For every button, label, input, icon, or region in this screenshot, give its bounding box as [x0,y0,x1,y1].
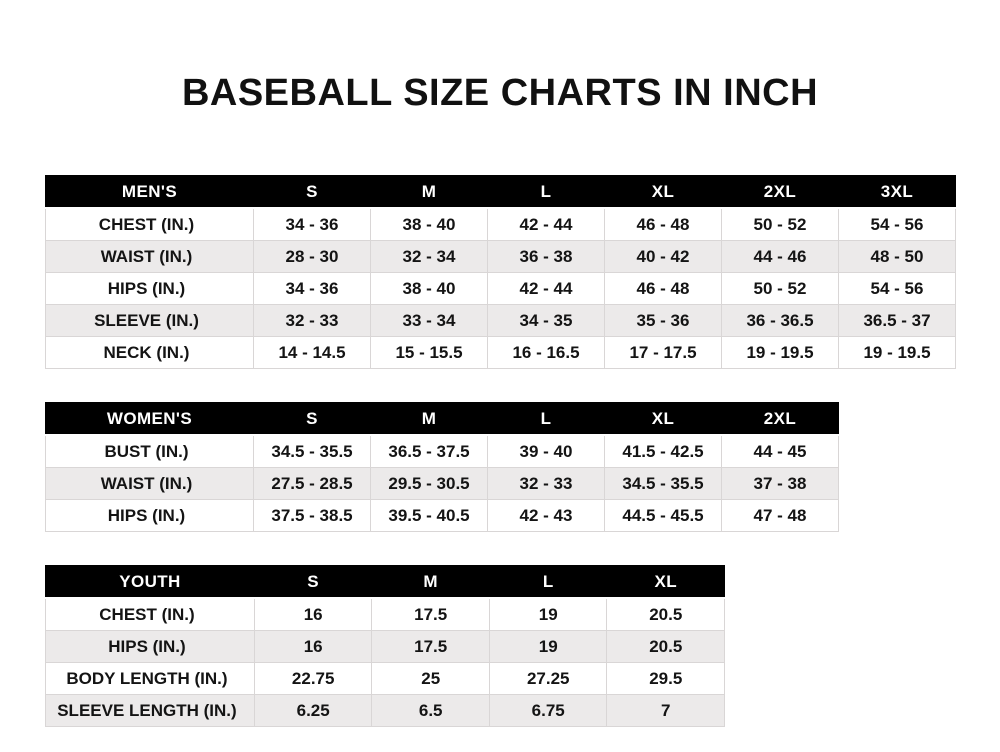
table-cell: 39.5 - 40.5 [371,500,488,532]
table-cell: 16 [254,598,372,631]
row-label: SLEEVE LENGTH (IN.) [46,695,255,727]
table-cell: 7 [607,695,725,727]
table-row [46,631,725,663]
table-row [46,337,956,369]
row-label: SLEEVE (IN.) [46,305,254,337]
table-cell: 6.5 [372,695,490,727]
table-cell: 47 - 48 [722,500,839,532]
table-cell: 17.5 [372,598,490,631]
column-header: 2XL [722,403,839,436]
tables-container [0,175,1000,727]
table-cell: 19 - 19.5 [722,337,839,369]
table-cell: 39 - 40 [488,435,605,468]
table-cell: 44.5 - 45.5 [605,500,722,532]
table-cell: 46 - 48 [605,273,722,305]
table-cell: 34 - 36 [254,208,371,241]
table-cell: 34 - 35 [488,305,605,337]
column-header: M [371,403,488,436]
table-row [46,663,725,695]
table-cell: 36 - 36.5 [722,305,839,337]
table-row [46,208,956,241]
table-cell: 34.5 - 35.5 [254,435,371,468]
table-cell: 38 - 40 [371,208,488,241]
column-header: S [254,176,371,209]
column-header: M [372,566,490,599]
row-label: HIPS (IN.) [46,631,255,663]
row-label: WAIST (IN.) [46,241,254,273]
column-header: XL [605,403,722,436]
table-cell: 32 - 33 [254,305,371,337]
table-cell: 28 - 30 [254,241,371,273]
table-cell: 27.5 - 28.5 [254,468,371,500]
table-cell: 19 [489,598,607,631]
mens-size-table [45,175,956,369]
table-cell: 36 - 38 [488,241,605,273]
page-title: BASEBALL SIZE CHARTS IN INCH [181,72,819,114]
table-cell: 27.25 [489,663,607,695]
table-cell: 29.5 [607,663,725,695]
column-header: M [371,176,488,209]
column-header: XL [607,566,725,599]
column-header: XL [605,176,722,209]
table-cell: 44 - 46 [722,241,839,273]
column-header: S [254,566,372,599]
column-header: 2XL [722,176,839,209]
table-cell: 16 - 16.5 [488,337,605,369]
table-row [46,468,839,500]
row-label: BODY LENGTH (IN.) [46,663,255,695]
column-header: WOMEN'S [46,403,254,436]
table-cell: 40 - 42 [605,241,722,273]
table-cell: 46 - 48 [605,208,722,241]
table-row [46,435,839,468]
table-cell: 6.25 [254,695,372,727]
table-cell: 29.5 - 30.5 [371,468,488,500]
table-cell: 19 - 19.5 [839,337,956,369]
table-cell: 41.5 - 42.5 [605,435,722,468]
row-label: NECK (IN.) [46,337,254,369]
table-cell: 35 - 36 [605,305,722,337]
table-cell: 48 - 50 [839,241,956,273]
table-cell: 34.5 - 35.5 [605,468,722,500]
table-cell: 37 - 38 [722,468,839,500]
column-header: L [488,403,605,436]
table-cell: 54 - 56 [839,208,956,241]
table-cell: 50 - 52 [722,208,839,241]
row-label: WAIST (IN.) [46,468,254,500]
row-label: HIPS (IN.) [46,273,254,305]
table-row [46,695,725,727]
table-cell: 34 - 36 [254,273,371,305]
row-label: BUST (IN.) [46,435,254,468]
column-header: YOUTH [46,566,255,599]
table-cell: 42 - 44 [488,273,605,305]
table-cell: 37.5 - 38.5 [254,500,371,532]
table-cell: 20.5 [607,598,725,631]
table-row [46,500,839,532]
table-cell: 50 - 52 [722,273,839,305]
table-header-row [46,176,956,209]
column-header: 3XL [839,176,956,209]
column-header: L [489,566,607,599]
table-cell: 54 - 56 [839,273,956,305]
table-cell: 42 - 44 [488,208,605,241]
row-label: HIPS (IN.) [46,500,254,532]
table-row [46,305,956,337]
table-row [46,598,725,631]
table-cell: 33 - 34 [371,305,488,337]
table-cell: 20.5 [607,631,725,663]
table-cell: 38 - 40 [371,273,488,305]
table-cell: 42 - 43 [488,500,605,532]
table-cell: 32 - 34 [371,241,488,273]
row-label: CHEST (IN.) [46,598,255,631]
table-cell: 36.5 - 37.5 [371,435,488,468]
table-header-row [46,403,839,436]
youth-size-table [45,565,725,727]
table-row [46,273,956,305]
table-cell: 16 [254,631,372,663]
table-cell: 44 - 45 [722,435,839,468]
table-cell: 15 - 15.5 [371,337,488,369]
table-cell: 17.5 [372,631,490,663]
table-cell: 19 [489,631,607,663]
table-cell: 32 - 33 [488,468,605,500]
table-cell: 14 - 14.5 [254,337,371,369]
column-header: L [488,176,605,209]
row-label: CHEST (IN.) [46,208,254,241]
table-cell: 17 - 17.5 [605,337,722,369]
table-cell: 22.75 [254,663,372,695]
table-cell: 6.75 [489,695,607,727]
table-cell: 36.5 - 37 [839,305,956,337]
column-header: S [254,403,371,436]
table-row [46,241,956,273]
womens-size-table [45,402,839,532]
table-header-row [46,566,725,599]
table-cell: 25 [372,663,490,695]
column-header: MEN'S [46,176,254,209]
